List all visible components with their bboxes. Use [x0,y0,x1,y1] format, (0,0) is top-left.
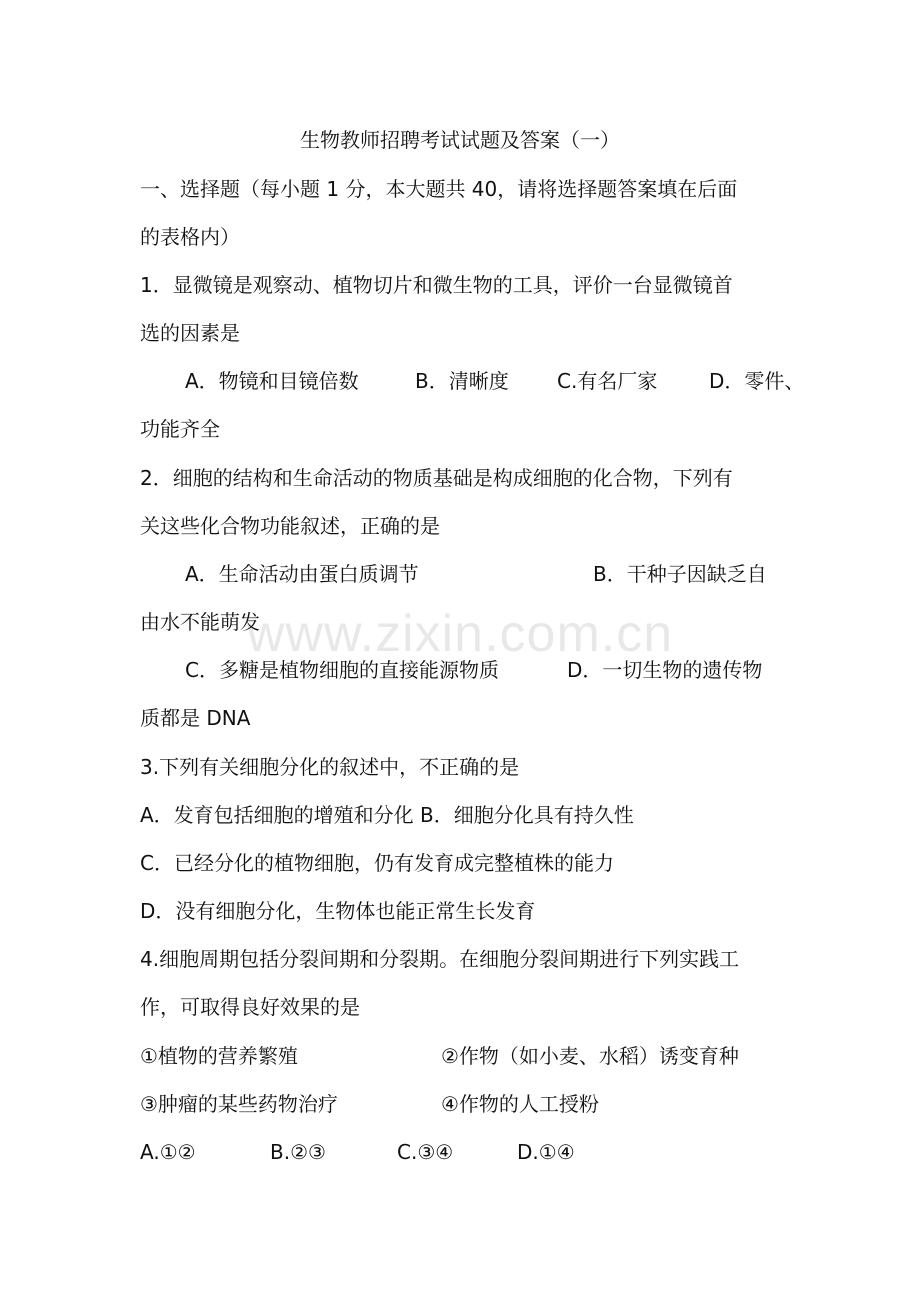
q2-option-d-continued: 质都是 DNA [140,706,251,730]
q2-option-c: C．多糖是植物细胞的直接能源物质 [185,658,499,682]
q4-item-4: ④作物的人工授粉 [441,1092,599,1116]
q1-option-a: A．物镜和目镜倍数 [185,369,359,393]
q4-item-3: ③肿瘤的某些药物治疗 [140,1092,338,1116]
q3-options-ab: A．发育包括细胞的增殖和分化 B．细胞分化具有持久性 [140,803,634,827]
page-title: 生物教师招聘考试试题及答案（一） [300,128,620,152]
section-header-line2: 的表格内） [140,225,240,249]
q4-item-1: ①植物的营养繁殖 [140,1044,298,1068]
q1-stem-line1: 1．显微镜是观察动、植物切片和微生物的工具，评价一台显微镜首 [140,273,733,297]
q4-stem-line2: 作，可取得良好效果的是 [140,995,360,1019]
q3-option-c: C．已经分化的植物细胞，仍有发育成完整植株的能力 [140,851,614,875]
q4-item-2: ②作物（如小麦、水稻）诱变育种 [441,1044,739,1068]
q4-option-c: C.③④ [397,1140,454,1164]
q2-stem-line1: 2．细胞的结构和生命活动的物质基础是构成细胞的化合物，下列有 [140,466,733,490]
watermark: www.zixin.com.cn [246,605,674,663]
q2-option-d: D．一切生物的遗传物 [567,658,763,682]
q4-stem-line1: 4.细胞周期包括分裂间期和分裂期。在细胞分裂间期进行下列实践工 [140,947,740,971]
q1-option-d-continued: 功能齐全 [140,417,220,441]
q1-option-c: C.有名厂家 [557,369,658,393]
q4-option-d: D.①④ [517,1140,575,1164]
q2-option-a: A．生命活动由蛋白质调节 [185,562,419,586]
section-header-line1: 一、选择题（每小题 1 分，本大题共 40，请将选择题答案填在后面 [140,177,738,201]
q2-option-b-continued: 由水不能萌发 [140,610,260,634]
q1-option-d: D．零件、 [709,369,805,393]
q2-stem-line2: 关这些化合物功能叙述，正确的是 [140,514,440,538]
q3-option-d: D．没有细胞分化，生物体也能正常生长发育 [140,899,536,923]
q2-option-b: B．干种子因缺乏自 [593,562,767,586]
q1-stem-line2: 选的因素是 [140,321,240,345]
q3-stem: 3.下列有关细胞分化的叙述中，不正确的是 [140,755,520,779]
q1-option-b: B．清晰度 [415,369,509,393]
q4-option-a: A.①② [140,1140,196,1164]
q4-option-b: B.②③ [270,1140,326,1164]
